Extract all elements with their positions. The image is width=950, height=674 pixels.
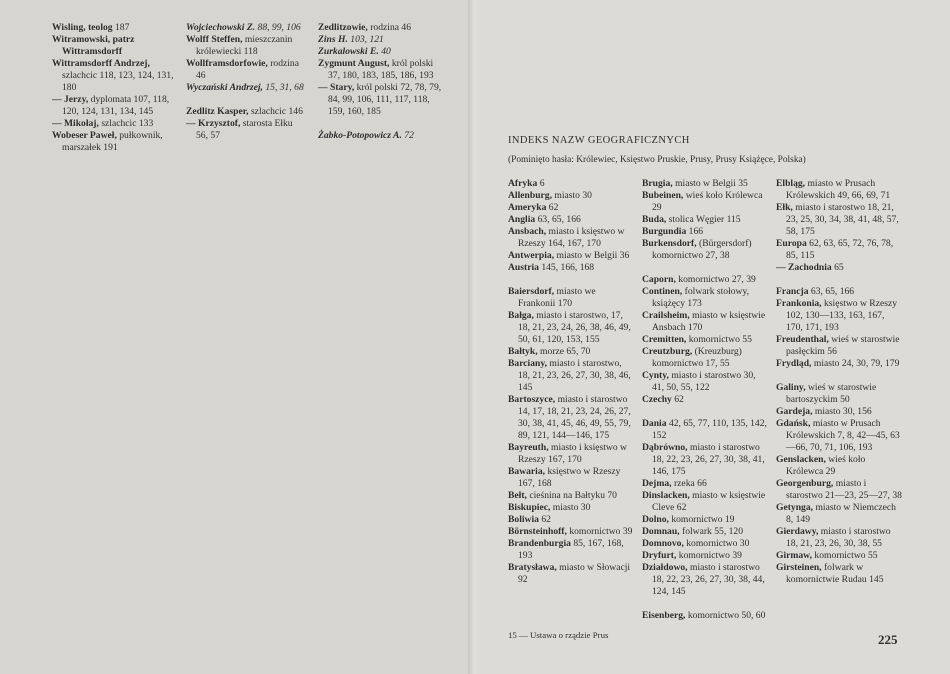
right-index-column-3	[776, 178, 902, 586]
entry-name: Zins H.	[318, 34, 348, 45]
entry-name: Zurkalowski E.	[318, 46, 379, 57]
entry-details: miasto w księstwie Cleve 62	[652, 490, 766, 513]
index-entry	[508, 346, 634, 358]
index-entry	[508, 466, 634, 490]
entry-details: miasto i starostwo 14, 17, 18, 21, 23, 24, 26, 27, 30, 38, 41, 45, 46, 49, 55, 79, 89, 121, 144—146, 175	[518, 394, 631, 441]
entry-name: — Jerzy,	[52, 94, 89, 105]
entry-details: komornictwo 19	[671, 514, 735, 525]
index-entry	[52, 94, 177, 118]
entry-name: Dinslacken,	[642, 490, 690, 501]
entry-details: komornictwo 50, 60	[687, 610, 766, 621]
entry-name: Galiny,	[776, 382, 806, 393]
section-subtitle: (Pominięto hasła: Królewiec, Księstwo Pruskie, Prusy, Prusy Książęce, Polska)	[508, 155, 806, 165]
entry-details: miasto i starostwo 30, 41, 50, 55, 122	[652, 370, 756, 393]
entry-details: 65	[834, 262, 844, 273]
index-entry	[642, 238, 768, 262]
index-entry	[642, 346, 768, 370]
entry-name: Wisling, teolog	[52, 22, 113, 33]
entry-name: Cremitten,	[642, 334, 687, 345]
index-entry	[52, 22, 177, 34]
entry-details: miasto 24, 30, 79, 179	[813, 358, 900, 369]
index-entry	[508, 514, 634, 526]
entry-details: rodzina 46	[196, 58, 299, 81]
entry-details: miasto i starostwo 18, 21, 23, 25, 30, 34, 38, 41, 48, 57, 58, 175	[786, 202, 899, 237]
index-entry	[186, 58, 306, 82]
entry-details: szlachcic 133	[101, 118, 154, 129]
entry-name: Brandenburgia	[508, 538, 571, 549]
entry-details: 103, 121	[350, 34, 384, 45]
entry-name: Dolno,	[642, 514, 669, 525]
entry-name: Gardeja,	[776, 406, 813, 417]
entry-name: Gdańsk,	[776, 418, 811, 429]
entry-details: rzeka 66	[673, 478, 707, 489]
index-entry	[776, 286, 902, 298]
index-entry	[186, 106, 306, 118]
entry-details: miasto 30	[554, 190, 592, 201]
entry-details: cieśnina na Bałtyku 70	[529, 490, 617, 501]
entry-name: Continen,	[642, 286, 683, 297]
entry-name: Caporn,	[642, 274, 676, 285]
entry-details: (Kreuzburg) komornictwo 17, 55	[652, 346, 742, 369]
index-entry	[642, 442, 768, 478]
entry-details: miasto i księstwo w Rzeszy 164, 167, 170	[518, 226, 625, 249]
entry-gap	[508, 274, 634, 286]
entry-details: 6	[539, 178, 545, 189]
entry-details: wieś koło Królewca 29	[652, 190, 763, 213]
entry-gap	[776, 274, 902, 286]
index-entry	[642, 610, 768, 622]
entry-details: wieś koło Królewca 29	[786, 454, 866, 477]
index-entry	[508, 226, 634, 250]
index-entry	[318, 34, 444, 46]
index-entry	[642, 178, 768, 190]
entry-details: komornictwo 55	[814, 550, 878, 561]
entry-name: Ansbach,	[508, 226, 547, 237]
entry-details: miasto w Prusach Królewskich 49, 66, 69, 71	[786, 178, 891, 201]
entry-name: Anglia	[508, 214, 536, 225]
entry-details: folwark stołowy, książęcy 173	[652, 286, 750, 309]
entry-name: Genslacken,	[776, 454, 826, 465]
entry-details: komornictwo 27, 39	[678, 274, 756, 285]
entry-details: 62	[548, 202, 559, 213]
index-entry	[52, 130, 177, 154]
entry-details: 72	[404, 130, 414, 141]
entry-name: — Stary,	[318, 82, 355, 93]
entry-details: król polski 37, 180, 183, 185, 186, 193	[328, 58, 434, 81]
printer-signature: 15 — Ustawa o rządzie Prus	[508, 630, 609, 640]
entry-details: 187	[115, 22, 130, 33]
entry-name: Francja	[776, 286, 809, 297]
entry-details: miasto i starostwo, 17, 18, 21, 23, 24, 26, 38, 46, 49, 50, 61, 120, 153, 155	[518, 310, 631, 345]
entry-details: 62	[674, 394, 684, 405]
index-entry	[776, 526, 902, 550]
left-index-column-3	[318, 22, 444, 142]
entry-details: morze 65, 70	[540, 346, 591, 357]
index-entry	[508, 394, 634, 442]
entry-name: Freudenthal,	[776, 334, 829, 345]
entry-name: Domnovo,	[642, 538, 684, 549]
index-entry	[642, 226, 768, 238]
entry-details: folwark 55, 120	[682, 526, 744, 537]
entry-details: komornictwo 55	[688, 334, 752, 345]
entry-name: Bubeinen,	[642, 190, 684, 201]
left-index-column-1	[52, 22, 177, 154]
index-entry	[186, 118, 306, 142]
index-entry	[508, 190, 634, 202]
entry-gap	[776, 370, 902, 382]
index-entry	[776, 262, 902, 274]
entry-name: Zygmunt August,	[318, 58, 390, 69]
index-entry	[508, 250, 634, 262]
entry-details: 63, 65, 166	[537, 214, 581, 225]
entry-name: Dejma,	[642, 478, 672, 489]
index-entry	[642, 538, 768, 550]
entry-name: Barciany,	[508, 358, 548, 369]
entry-name: Wollframsdorfowie,	[186, 58, 268, 69]
entry-name: Zedlitzowie,	[318, 22, 368, 33]
index-entry	[642, 370, 768, 394]
entry-name: Wyczański Andrzej,	[186, 82, 263, 93]
index-entry	[186, 22, 306, 34]
entry-details: miasto i księstwo w Rzeszy 167, 170	[518, 442, 627, 465]
entry-name: Wolff Steffen,	[186, 34, 243, 45]
index-entry	[508, 202, 634, 214]
index-entry	[776, 382, 902, 406]
entry-details: miasto we Frankonii 170	[518, 286, 596, 309]
index-entry	[508, 214, 634, 226]
entry-name: Girsteinen,	[776, 562, 822, 573]
index-entry	[776, 562, 902, 586]
index-entry	[642, 562, 768, 598]
index-entry	[508, 526, 634, 538]
index-entry	[776, 334, 902, 358]
entry-name: Frydląd,	[776, 358, 812, 369]
entry-details: miasto w Belgii 35	[675, 178, 748, 189]
entry-details: miasto w Belgii 36	[556, 250, 630, 261]
entry-name: Girmaw,	[776, 550, 812, 561]
entry-name: Ameryka	[508, 202, 547, 213]
index-entry	[318, 130, 444, 142]
index-entry	[52, 34, 177, 58]
entry-details: miasto i starostwo 18, 21, 23, 26, 30, 38, 55	[786, 526, 891, 549]
entry-details: 63, 65, 166	[810, 286, 855, 297]
entry-name: Bałga,	[508, 310, 534, 321]
entry-name: Bawaria,	[508, 466, 546, 477]
index-entry	[776, 298, 902, 334]
entry-name: Cynty,	[642, 370, 669, 381]
index-entry	[776, 502, 902, 526]
index-entry	[642, 514, 768, 526]
entry-gap	[318, 118, 444, 130]
index-entry	[508, 358, 634, 394]
entry-details: 40	[381, 46, 391, 57]
entry-details: 42, 65, 77, 110, 135, 142, 152	[652, 418, 767, 441]
entry-name: Börnsteinhoff,	[508, 526, 567, 537]
entry-details: (Bürgersdorf) komornictwo 27, 38	[652, 238, 752, 261]
entry-name: Dania	[642, 418, 667, 429]
entry-name: Dryfurt,	[642, 550, 677, 561]
entry-name: Boliwia	[508, 514, 539, 525]
entry-name: Burgundia	[642, 226, 687, 237]
index-entry	[642, 310, 768, 334]
index-entry	[776, 418, 902, 454]
entry-details: stolica Węgier 115	[668, 214, 741, 225]
entry-name: Bełt,	[508, 490, 527, 501]
entry-gap	[186, 94, 306, 106]
entry-details: folwark w komornictwie Rudau 145	[786, 562, 884, 585]
entry-name: Wobeser Paweł,	[52, 130, 117, 141]
entry-name: — Zachodnia	[776, 262, 832, 273]
entry-name: Antwerpia,	[508, 250, 555, 261]
index-entry	[776, 238, 902, 262]
left-page	[0, 0, 474, 674]
entry-name: Działdowo,	[642, 562, 688, 573]
entry-details: miasto 30	[552, 502, 591, 513]
entry-details: 85, 167, 168, 193	[518, 538, 624, 561]
index-entry	[776, 550, 902, 562]
entry-name: Bratysława,	[508, 562, 557, 573]
index-entry	[776, 406, 902, 418]
entry-name: Biskupiec,	[508, 502, 551, 513]
index-entry	[318, 58, 444, 82]
entry-name: Austria	[508, 262, 539, 273]
index-entry	[776, 478, 902, 502]
entry-details: miasto w Prusach Królewskich 7, 8, 42—45, 63—66, 70, 71, 106, 193	[786, 418, 900, 453]
entry-gap	[642, 406, 768, 418]
entry-details: księstwo w Rzeszy 167, 168	[518, 466, 621, 489]
entry-name: Wittramsdorff Andrzej,	[52, 58, 150, 69]
entry-details: szlachcic 146	[250, 106, 303, 117]
entry-details: miasto i starostwo 21—23, 25—27, 38	[786, 478, 902, 501]
index-entry	[508, 502, 634, 514]
index-entry	[508, 178, 634, 190]
entry-details: rodzina 46	[370, 22, 411, 33]
entry-details: księstwo w Rzeszy 102, 130—133, 163, 167, 170, 171, 193	[786, 298, 898, 333]
index-entry	[642, 214, 768, 226]
entry-name: Georgenburg,	[776, 478, 834, 489]
index-entry	[642, 418, 768, 442]
section-heading: INDEKS NAZW GEOGRAFICZNYCH	[508, 135, 690, 146]
index-entry	[776, 202, 902, 238]
entry-details: komornictwo 39	[569, 526, 633, 537]
entry-details: miasto i starostwo, 18, 21, 23, 26, 27, 30, 38, 46, 145	[518, 358, 631, 393]
entry-details: miasto i starostwo 18, 22, 23, 26, 27, 30, 38, 44, 124, 145	[652, 562, 765, 597]
entry-name: — Krzysztof,	[186, 118, 241, 129]
index-entry	[186, 82, 306, 94]
entry-details: 15, 31, 68	[265, 82, 304, 93]
entry-details: starosta Ełku 56, 57	[196, 118, 293, 141]
entry-name: Crailsheim,	[642, 310, 690, 321]
right-index-column-1	[508, 178, 634, 586]
entry-name: Gierdawy,	[776, 526, 819, 537]
index-entry	[186, 34, 306, 58]
index-entry	[776, 358, 902, 370]
index-entry	[508, 286, 634, 310]
index-entry	[508, 490, 634, 502]
index-entry	[318, 22, 444, 34]
entry-name: Wojciechowski Z.	[186, 22, 256, 33]
index-entry	[642, 334, 768, 346]
index-entry	[776, 178, 902, 202]
left-index-column-2	[186, 22, 306, 142]
entry-name: Creutzburg,	[642, 346, 693, 357]
entry-details: dyplomata 107, 118, 120, 124, 131, 134, 145	[62, 94, 170, 117]
index-entry	[642, 274, 768, 286]
entry-gap	[642, 598, 768, 610]
entry-name: Europa	[776, 238, 807, 249]
entry-name: Bałtyk,	[508, 346, 538, 357]
entry-details: 166	[688, 226, 704, 237]
index-entry	[508, 310, 634, 346]
entry-details: wieś w starostwie bartoszyckim 50	[786, 382, 877, 405]
index-entry	[642, 478, 768, 490]
entry-details: miasto i starostwo 18, 22, 23, 26, 27, 30, 38, 41, 146, 175	[652, 442, 765, 477]
entry-name: Zedlitz Kasper,	[186, 106, 249, 117]
page-number: 225	[878, 632, 898, 647]
index-entry	[508, 262, 634, 274]
entry-name: Bayreuth,	[508, 442, 549, 453]
entry-details: miasto w Słowacji 92	[518, 562, 631, 585]
index-entry	[642, 190, 768, 214]
entry-details: król polski 72, 78, 79, 84, 99, 106, 111, 117, 118, 159, 160, 185	[328, 82, 442, 117]
entry-details: miasto w Niemczech 8, 149	[786, 502, 896, 525]
entry-details: 145, 166, 168	[541, 262, 595, 273]
index-entry	[776, 454, 902, 478]
entry-name: Ełk,	[776, 202, 793, 213]
entry-name: Bartoszyce,	[508, 394, 556, 405]
entry-name: Elbląg,	[776, 178, 806, 189]
entry-details: miasto 30, 156	[814, 406, 872, 417]
index-entry	[318, 82, 444, 118]
entry-details: komornictwo 30	[686, 538, 750, 549]
entry-name: — Mikołaj,	[52, 118, 99, 129]
entry-name: Getynga,	[776, 502, 814, 513]
entry-name: Witramowski, patrz Wittramsdorff	[52, 34, 135, 57]
index-entry	[508, 538, 634, 562]
index-entry	[642, 490, 768, 514]
index-entry	[52, 58, 177, 94]
entry-name: Brugia,	[642, 178, 673, 189]
entry-details: 62, 63, 65, 72, 76, 78, 85, 115	[786, 238, 894, 261]
index-entry	[52, 118, 177, 130]
entry-details: mieszczanin królewiecki 118	[196, 34, 293, 57]
entry-name: Dąbrówno,	[642, 442, 688, 453]
entry-name: Żabko-Potopowicz A.	[318, 130, 402, 141]
entry-details: 62	[541, 514, 551, 525]
entry-name: Czechy	[642, 394, 672, 405]
entry-name: Burkensdorf,	[642, 238, 697, 249]
entry-name: Allenburg,	[508, 190, 552, 201]
entry-name: Afryka	[508, 178, 538, 189]
entry-details: 88, 99, 106	[257, 22, 301, 33]
index-entry	[642, 550, 768, 562]
entry-details: wieś w starostwie pasłęckim 56	[786, 334, 900, 357]
index-entry	[642, 526, 768, 538]
entry-name: Frankonia,	[776, 298, 822, 309]
index-entry	[642, 286, 768, 310]
index-entry	[508, 442, 634, 466]
entry-name: Domnau,	[642, 526, 680, 537]
entry-details: miasto w księstwie Ansbach 170	[652, 310, 766, 333]
entry-details: szlachcic 118, 123, 124, 131, 180	[62, 70, 174, 93]
index-entry	[318, 46, 444, 58]
entry-name: Buda,	[642, 214, 667, 225]
entry-gap	[642, 262, 768, 274]
entry-details: komornictwo 39	[678, 550, 742, 561]
right-index-column-2	[642, 178, 768, 622]
index-entry	[642, 394, 768, 406]
entry-name: Eisenberg,	[642, 610, 686, 621]
index-entry	[508, 562, 634, 586]
entry-details: pułkownik, marszałek 191	[62, 130, 163, 153]
entry-name: Baiersdorf,	[508, 286, 555, 297]
